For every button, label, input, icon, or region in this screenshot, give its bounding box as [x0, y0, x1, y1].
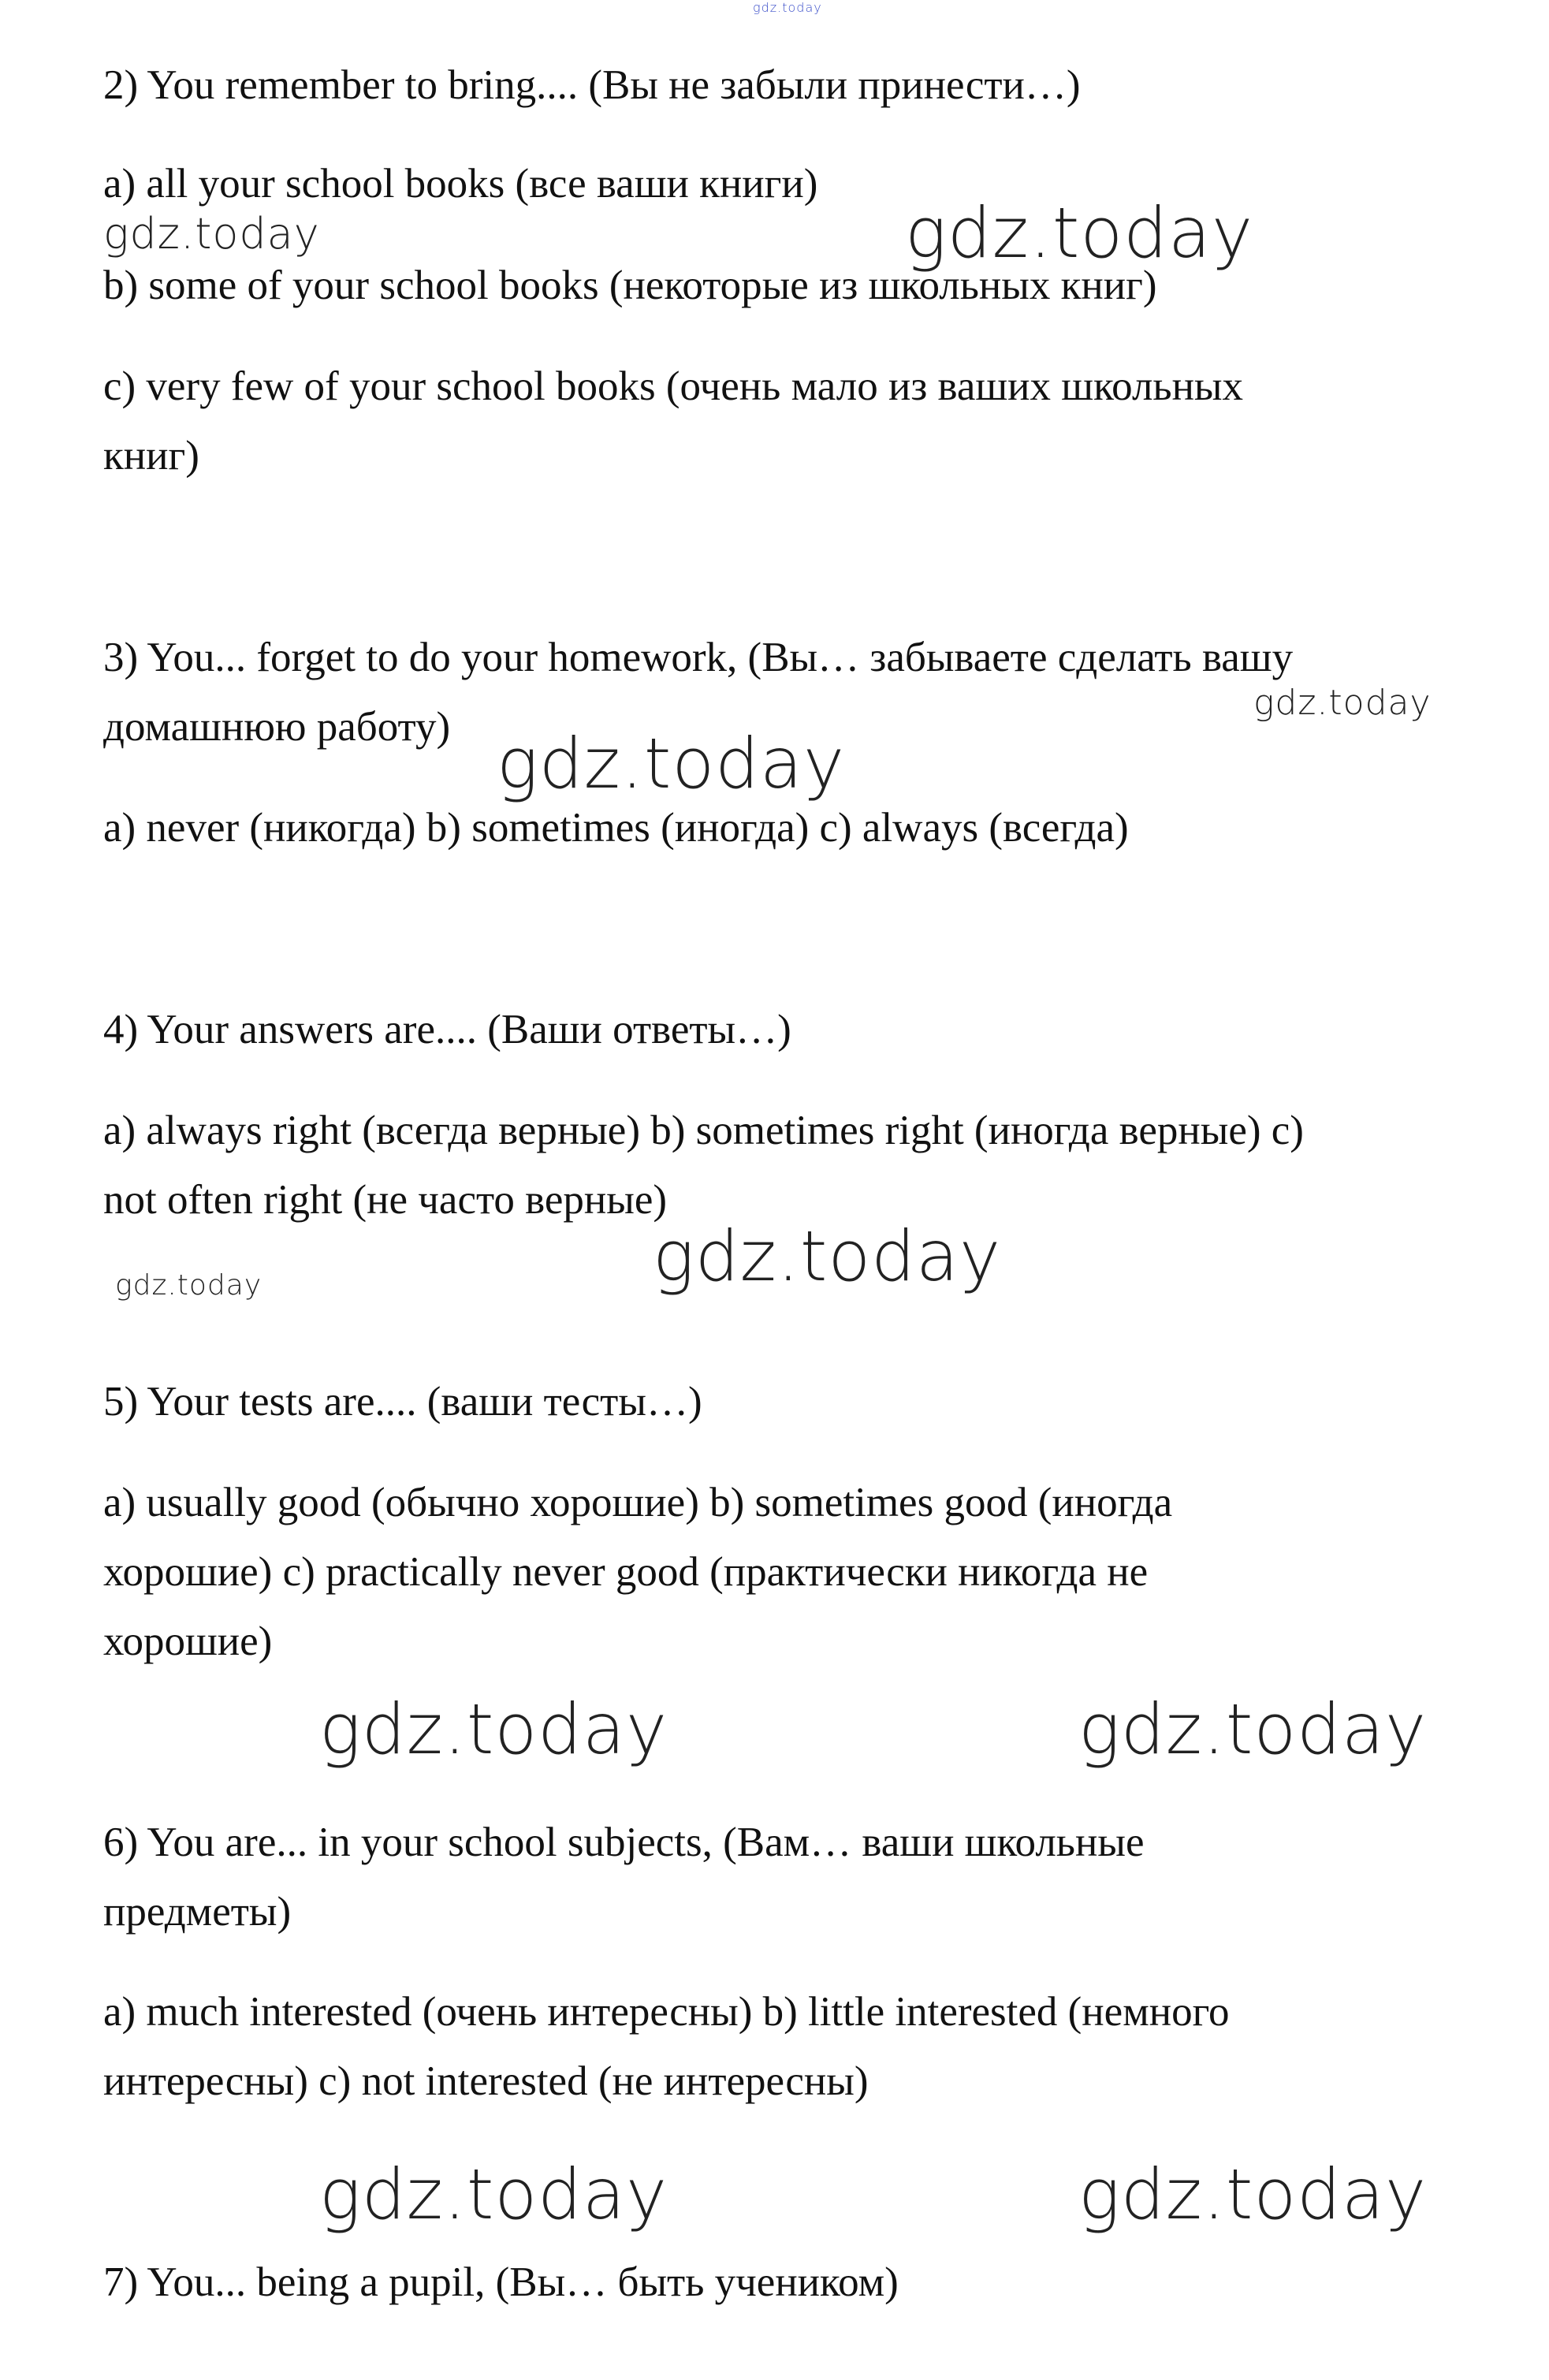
watermark-top: gdz.today: [753, 0, 822, 15]
watermark: gdz.today: [1078, 2154, 1428, 2235]
watermark: gdz.today: [319, 2154, 668, 2235]
question-5-answer-line-1: a) usually good (обычно хорошие) b) sometimes good (иногда: [103, 1480, 1173, 1525]
question-6-prompt-cont: предметы): [103, 1889, 292, 1935]
question-4-answer-line-2: not often right (не часто верные): [103, 1177, 668, 1223]
watermark: gdz.today: [1078, 1689, 1428, 1770]
watermark: gdz.today: [103, 209, 320, 259]
question-4-answer-line-1: a) always right (всегда верные) b) sometimes right (иногда верные) c): [103, 1108, 1304, 1153]
question-6-answer-line-2: интересны) c) not interested (не интересны): [103, 2058, 869, 2104]
question-2-answer-c: c) very few of your school books (очень мало из ваших школьных: [103, 363, 1244, 409]
watermark: gdz.today: [497, 723, 846, 804]
question-3-prompt-cont: домашнюю работу): [103, 704, 451, 750]
question-6-prompt: 6) You are... in your school subjects, (Вам… ваши школьные: [103, 1819, 1145, 1865]
watermark: gdz.today: [1253, 683, 1432, 723]
question-3-answers: a) never (никогда) b) sometimes (иногда) c) always (всегда): [103, 805, 1129, 851]
question-5-answer-line-3: хорошие): [103, 1618, 273, 1664]
question-4-prompt: 4) Your answers are.... (Ваши ответы…): [103, 1007, 791, 1052]
question-7-prompt: 7) You... being a pupil, (Вы… быть учеником): [103, 2259, 899, 2305]
question-2-answer-b: b) some of your school books (некоторые из школьных книг): [103, 263, 1157, 308]
question-2-prompt: 2) You remember to bring.... (Вы не забыли принести…): [103, 62, 1081, 108]
question-5-answer-line-2: хорошие) c) practically never good (практически никогда не: [103, 1549, 1149, 1595]
watermark: gdz.today: [905, 192, 1254, 274]
question-2-answer-c-cont: книг): [103, 433, 199, 479]
watermark: gdz.today: [653, 1216, 1002, 1297]
question-3-prompt: 3) You... forget to do your homework, (Вы… забываете сделать вашу: [103, 635, 1294, 680]
watermark: gdz.today: [319, 1689, 668, 1770]
question-5-prompt: 5) Your tests are.... (ваши тесты…): [103, 1379, 702, 1425]
watermark: gdz.today: [115, 1269, 263, 1302]
question-2-answer-a: a) all your school books (все ваши книги): [103, 161, 818, 207]
question-6-answer-line-1: a) much interested (очень интересны) b) little interested (немного: [103, 1989, 1230, 2035]
